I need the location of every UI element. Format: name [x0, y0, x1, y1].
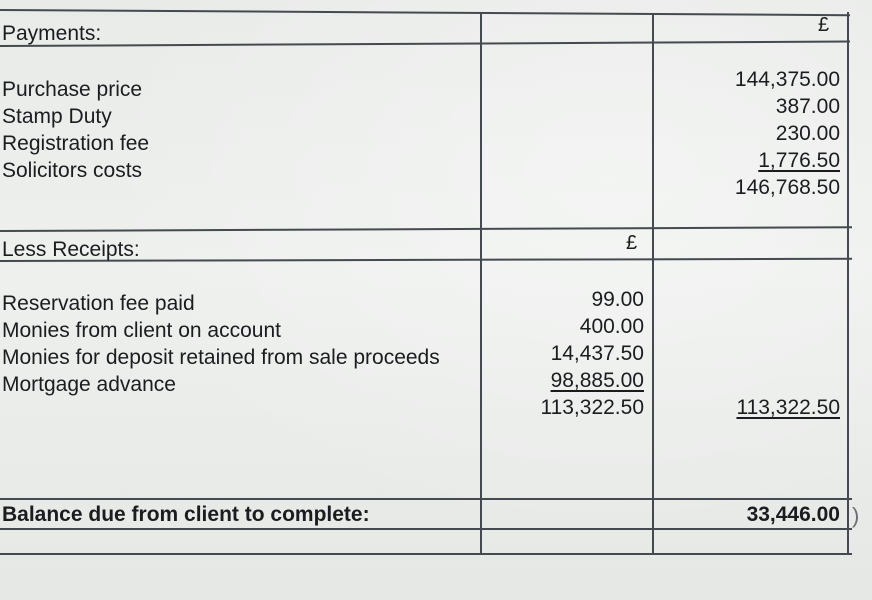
balance-label: Balance due from client to complete: — [2, 503, 370, 526]
rule-receipts-top — [0, 226, 852, 232]
payment-amount: 144,375.00 — [734, 68, 840, 91]
receipts-currency: £ — [626, 232, 638, 254]
payment-amount: 230.00 — [775, 122, 840, 145]
receipt-label: Mortgage advance — [2, 373, 176, 396]
payment-label: Purchase price — [2, 78, 143, 101]
balance-amount-wrap — [660, 501, 840, 528]
receipt-amount: 400.00 — [579, 315, 644, 338]
payments-currency: £ — [818, 14, 830, 36]
receipt-label: Monies from client on account — [2, 319, 281, 342]
payments-heading: Payments: — [2, 22, 102, 45]
receipt-label: Reservation fee paid — [2, 292, 195, 315]
receipt-label: Monies for deposit retained from sale proceeds — [2, 346, 440, 369]
receipts-total-carried: 113,322.50 — [736, 396, 840, 419]
payment-amount: 387.00 — [775, 95, 840, 118]
payments-total: 146,768.50 — [734, 176, 840, 199]
payment-label: Stamp Duty — [2, 105, 112, 128]
receipts-total-carried-wrap — [660, 394, 840, 421]
rule-bottom — [0, 553, 852, 555]
receipts-heading: Less Receipts: — [2, 238, 140, 261]
payments-labels — [2, 76, 149, 184]
rule-balance-bottom — [0, 528, 852, 530]
payments-amounts — [660, 66, 840, 201]
receipt-amount: 14,437.50 — [550, 342, 644, 365]
receipts-amounts — [488, 286, 644, 421]
receipts-subtotal: 113,322.50 — [540, 396, 644, 419]
rule-payments-header — [0, 41, 850, 47]
rule-top — [0, 9, 850, 16]
margin-bracket-mark: ) — [852, 503, 860, 528]
receipts-labels — [2, 290, 440, 398]
payment-amount: 1,776.50 — [758, 149, 840, 172]
receipt-amount: 98,885.00 — [550, 369, 644, 392]
rule-col-3 — [847, 12, 849, 554]
rule-col-1 — [480, 12, 482, 554]
rule-col-2 — [652, 14, 654, 554]
payment-label: Solicitors costs — [2, 159, 143, 182]
balance-amount: 33,446.00 — [746, 503, 840, 526]
payment-label: Registration fee — [2, 132, 150, 155]
receipt-amount: 99.00 — [591, 288, 644, 311]
rule-balance-top — [0, 498, 852, 500]
